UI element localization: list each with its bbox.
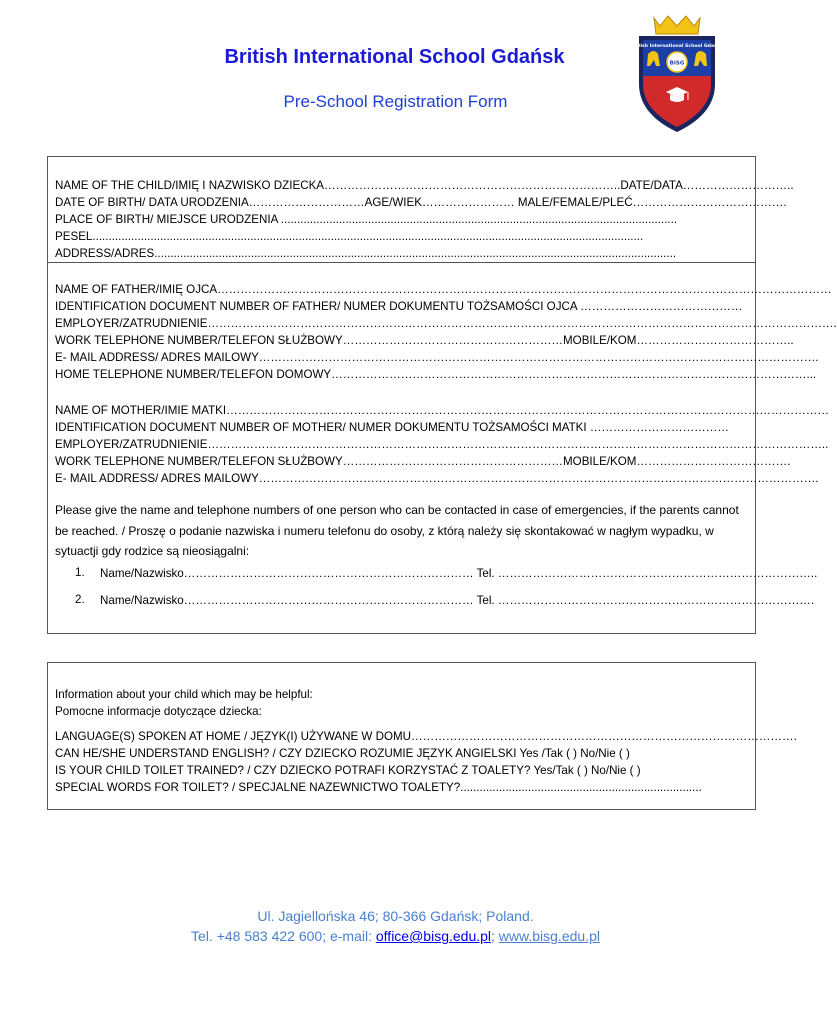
father-home-phone-field[interactable]: HOME TELEPHONE NUMBER/TELEFON DOMOWY……………………………………………………………………………………………………………... (55, 368, 817, 381)
email-link[interactable]: office@bisg.edu.pl (375, 928, 492, 944)
father-work-phone-field[interactable]: WORK TELEPHONE NUMBER/TELEFON SŁUŻBOWY…………………………………………………MOBILE/KOM………………………………….. (55, 334, 794, 347)
form-title: Pre-School Registration Form (283, 92, 508, 111)
school-crest-logo (630, 14, 724, 134)
father-email-field[interactable]: E- MAIL ADDRESS/ ADRES MAILOWY………………………………………………………………………………………………………………………………. (55, 351, 819, 364)
mother-work-phone-field[interactable]: WORK TELEPHONE NUMBER/TELEFON SŁUŻBOWY…………………………………………………MOBILE/KOM…………………………………. (55, 455, 791, 468)
emergency-contact-number: 1. (75, 566, 85, 579)
date-of-birth-field[interactable]: DATE OF BIRTH/ DATA URODZENIA…………………………AGE/WIEK…………………… MALE/FEMALE/PLEĆ…………………………………. (55, 196, 787, 209)
understands-english-question[interactable]: CAN HE/SHE UNDERSTAND ENGLISH? / CZY DZIECKO ROZUMIE JĘZYK ANGIELSKI Yes /Tak ( ) No/Nie ( ) (55, 747, 630, 760)
emergency-instructions: Please give the name and telephone numbers of one person who can be contacted in case of emergencies, if the parents cannot be reached. / Proszę o podanie nazwiska i numeru telefonu do osoby, z którą należy się skontakować w nagłym wypadku, w sytuactji gdy rodzice są nieosiągalni: (55, 503, 739, 558)
father-name-field[interactable]: NAME OF FATHER/IMIĘ OJCA…………………………………………………………………………………………………………………………………………… (55, 283, 832, 296)
mother-email-field[interactable]: E- MAIL ADDRESS/ ADRES MAILOWY………………………………………………………………………………………………………………………………. (55, 472, 819, 485)
languages-field[interactable]: LANGUAGE(S) SPOKEN AT HOME / JĘZYK(I) UŻYWANE W DOMU………………………………………………………………………………………. (55, 730, 797, 743)
place-of-birth-field[interactable]: PLACE OF BIRTH/ MIEJSCE URODZENIA ........................................................................................................................... (55, 213, 678, 226)
crest-monogram: BISG (669, 60, 685, 67)
child-name-field[interactable]: NAME OF THE CHILD/IMIĘ I NAZWISKO DZIECKA…………………………………………………………………..DATE/DATA……………………….. (55, 179, 794, 192)
father-employer-field[interactable]: EMPLOYER/ZATRUDNIENIE………………………………………………………………………………………………………………………………………………. (55, 317, 837, 330)
footer-contact (0, 928, 791, 944)
emergency-contact-2-field[interactable]: Name/Nazwisko………………………………………………………………… Tel. ………………………………………………………………………. (100, 594, 815, 607)
footer-address: Ul. Jagiellońska 46; 80-366 Gdańsk; Poland. (257, 908, 534, 924)
father-id-document-field[interactable]: IDENTIFICATION DOCUMENT NUMBER OF FATHER/ NUMER DOKUMENTU TOŻSAMOŚCI OJCA …………………………………… (55, 300, 743, 313)
toilet-trained-question[interactable]: IS YOUR CHILD TOILET TRAINED? / CZY DZIECKO POTRAFI KORZYSTAĆ Z TOALETY? Yes/Tak ( ) No/Nie ( ) (55, 764, 641, 777)
toilet-words-field[interactable]: SPECIAL WORDS FOR TOILET? / SPECJALNE NAZEWNICTWO TOALETY?........................................................................... (55, 781, 702, 794)
mother-id-document-field[interactable]: IDENTIFICATION DOCUMENT NUMBER OF MOTHER/ NUMER DOKUMENTU TOŻSAMOŚCI MATKI ……………………………… (55, 421, 729, 434)
pesel-field[interactable]: PESEL........................................................................................................................................................................... (55, 230, 644, 243)
info-heading-polish: Pomocne informacje dotyczące dziecka: (55, 705, 262, 718)
footer-phone: Tel. +48 583 422 600; e-mail: (191, 928, 376, 944)
section-divider (48, 262, 755, 263)
emergency-contact-number: 2. (75, 593, 85, 606)
mother-employer-field[interactable]: EMPLOYER/ZATRUDNIENIE…………………………………………………………………………………………………………………………………………….. (55, 438, 829, 451)
info-heading: Information about your child which may be helpful: (55, 688, 313, 701)
address-field[interactable]: ADDRESS/ADRES.................................................................................................................................................................. (55, 247, 677, 260)
mother-name-field[interactable]: NAME OF MOTHER/IMIE MATKI………………………………………………………………………………………………………………………………………… (55, 404, 829, 417)
footer-separator: ; (491, 928, 499, 944)
emergency-contact-1-field[interactable]: Name/Nazwisko………………………………………………………………… Tel. ……………………………………………………………………….. (100, 567, 818, 580)
crest-text: British International School Gdańsk (630, 44, 724, 49)
school-name: British International School Gdańsk (224, 46, 565, 68)
website-link[interactable]: www.bisg.edu.pl (498, 928, 600, 944)
